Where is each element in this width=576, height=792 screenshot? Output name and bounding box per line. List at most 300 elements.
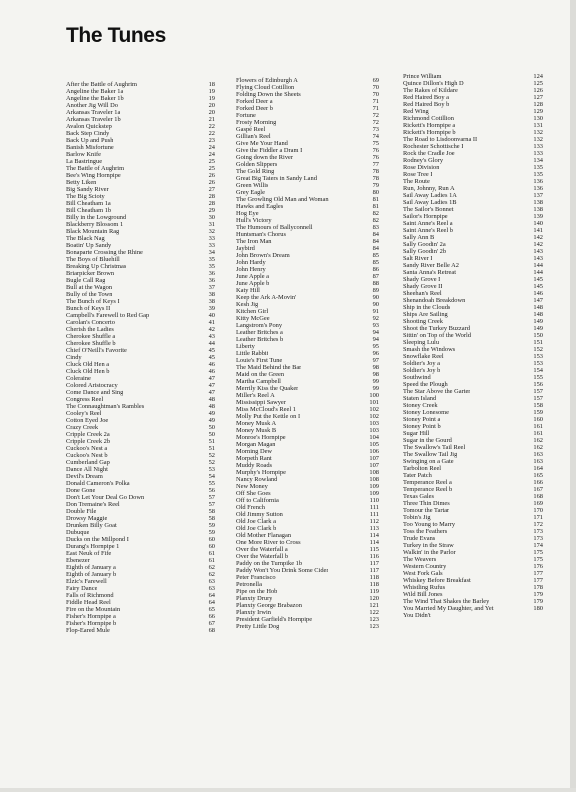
tune-title: The Battle of Aughrim (66, 165, 125, 172)
page-number: 163 (533, 451, 543, 458)
page-number: 51 (208, 438, 215, 445)
page-number: 115 (369, 546, 379, 553)
index-entry (236, 616, 379, 623)
tune-title: Carolan's Concerto (66, 319, 115, 326)
page-number: 96 (372, 350, 379, 357)
page-number: 121 (369, 602, 379, 609)
tune-title: Bull at the Wagon (66, 284, 113, 291)
index-entry (236, 301, 379, 308)
page-number: 47 (208, 382, 215, 389)
page-number: 153 (533, 360, 543, 367)
index-entry (66, 102, 215, 109)
page-number: 165 (533, 472, 543, 479)
page-number: 180 (533, 605, 543, 612)
page-number: 122 (369, 609, 379, 616)
tune-title: Fiddle Head Reel (66, 599, 111, 606)
page-number: 84 (372, 238, 379, 245)
tune-title: Eighth of January a (66, 564, 116, 571)
page-number: 140 (533, 220, 543, 227)
tune-title: Fire on the Mountain (66, 606, 121, 613)
page-number: 62 (208, 564, 215, 571)
page-number: 80 (372, 189, 379, 196)
index-entry (403, 458, 543, 465)
page-number: 83 (372, 224, 379, 231)
index-entry (66, 81, 215, 88)
page-number: 75 (372, 140, 379, 147)
tune-title: Rose Tree I (403, 171, 433, 178)
page-number: 39 (208, 305, 215, 312)
tune-title: Cindy (66, 354, 82, 361)
page-number: 168 (533, 493, 543, 500)
index-entry (236, 539, 379, 546)
page-number: 70 (372, 91, 379, 98)
page-number: 124 (533, 73, 543, 80)
index-entry (403, 514, 543, 521)
index-entry (66, 494, 215, 501)
page-number: 145 (533, 283, 543, 290)
index-entry (236, 455, 379, 462)
page-number: 125 (533, 80, 543, 87)
tune-title: Cluck Old Hen a (66, 361, 110, 368)
page-number: 36 (208, 270, 215, 277)
index-entry (403, 535, 543, 542)
page-number: 153 (533, 353, 543, 360)
index-entry (66, 529, 215, 536)
page-number: 97 (372, 357, 379, 364)
tune-title: Temperance Reel a (403, 479, 452, 486)
page-number: 138 (533, 206, 543, 213)
index-entry (66, 564, 215, 571)
page-number: 45 (208, 354, 215, 361)
index-entry (236, 427, 379, 434)
tune-title: Sugar Hill (403, 430, 430, 437)
tune-title: Sally Ann B (403, 234, 435, 241)
page-number: 157 (533, 395, 543, 402)
index-entry (403, 290, 543, 297)
tune-title: Dance All Night (66, 466, 108, 473)
page-number: 102 (369, 413, 379, 420)
page-number: 101 (369, 399, 379, 406)
tune-title: Louie's First Tune (236, 357, 283, 364)
index-entry (236, 483, 379, 490)
page-number: 69 (372, 77, 379, 84)
page-number: 57 (208, 494, 215, 501)
index-entry (403, 283, 543, 290)
tune-title: The Wind That Shakes the Barley (403, 598, 490, 605)
page-number: 24 (208, 151, 215, 158)
page-number: 162 (533, 444, 543, 451)
page-number: 59 (208, 529, 215, 536)
page-number: 170 (533, 507, 543, 514)
index-entry (236, 623, 379, 630)
tune-title: The Maid Behind the Bar (236, 364, 302, 371)
index-entry (236, 581, 379, 588)
index-entry (66, 179, 215, 186)
index-entry (236, 252, 379, 259)
tune-title: Elzic's Farewell (66, 578, 107, 585)
page-number: 59 (208, 522, 215, 529)
tune-title: Old Mother Flanagan (236, 532, 292, 539)
page-number: 130 (533, 115, 543, 122)
index-entry (403, 185, 543, 192)
tune-title: Kitchen Girl (236, 308, 269, 315)
tune-title: Tomour the Tartar (403, 507, 450, 514)
tune-title: Cherokee Shuffle a (66, 333, 116, 340)
tune-title: After the Battle of Aughrim (66, 81, 137, 88)
index-entry (66, 165, 215, 172)
tune-title: Back Step Cindy (66, 130, 110, 137)
tune-title: Maid on the Green (236, 371, 285, 378)
tune-title: Miller's Reel A (236, 392, 275, 399)
page-number: 28 (208, 200, 215, 207)
tune-title: Off She Goes (236, 490, 271, 497)
index-entry (66, 256, 215, 263)
page-number: 27 (208, 186, 215, 193)
index-entry (66, 550, 215, 557)
page-number: 29 (208, 207, 215, 214)
index-entry (236, 189, 379, 196)
page-number: 107 (369, 462, 379, 469)
page-number: 111 (369, 504, 379, 511)
page-number: 107 (369, 455, 379, 462)
page-number: 45 (208, 347, 215, 354)
page-number: 175 (533, 549, 543, 556)
index-entry (66, 263, 215, 270)
page-number: 82 (372, 210, 379, 217)
page-number: 134 (533, 157, 543, 164)
tune-title: Don't Let Your Deal Go Down (66, 494, 145, 501)
index-entry (403, 241, 543, 248)
tune-title: Arkansas Traveler 1b (66, 116, 121, 123)
index-entry (403, 192, 543, 199)
index-entry (66, 200, 215, 207)
page-number: 145 (533, 276, 543, 283)
index-entry (236, 497, 379, 504)
page-number: 133 (533, 150, 543, 157)
tune-title: Double File (66, 508, 97, 515)
page-number: 171 (533, 514, 543, 521)
index-entry (403, 80, 543, 87)
page-number: 43 (208, 333, 215, 340)
index-entry (236, 231, 379, 238)
tune-title: Betty Liken (66, 179, 97, 186)
tune-title: Cooley's Reel (66, 410, 102, 417)
page-number: 90 (372, 301, 379, 308)
tune-title: Gillian's Reel (236, 133, 271, 140)
index-entry (236, 371, 379, 378)
page-number: 20 (208, 109, 215, 116)
tune-title: Old Joe Clark a (236, 518, 276, 525)
index-column-2 (236, 77, 379, 630)
page-number: 123 (369, 623, 379, 630)
tune-title: Drowsy Maggie (66, 515, 108, 522)
tune-title: Shady Grove I (403, 276, 441, 283)
page-number: 136 (533, 178, 543, 185)
index-entry (403, 500, 543, 507)
page-number: 18 (208, 81, 215, 88)
page-bottom-edge (0, 788, 576, 792)
page-number: 136 (533, 185, 543, 192)
index-entry (66, 501, 215, 508)
page-number: 47 (208, 375, 215, 382)
page-number: 103 (369, 427, 379, 434)
tune-title: Keep the Ark A-Movin' (236, 294, 297, 301)
tune-title: Peter Francisco (236, 574, 276, 581)
tune-title: Paddy on the Turnpike 1b (236, 560, 303, 567)
tune-title: Quince Dillon's High D (403, 80, 464, 87)
page-number: 179 (533, 591, 543, 598)
index-entry (236, 77, 379, 84)
index-entry (403, 507, 543, 514)
page-number: 44 (208, 340, 215, 347)
index-entry (403, 409, 543, 416)
page-number: 166 (533, 479, 543, 486)
tune-title: Give Me Your Hand (236, 140, 288, 147)
index-entry (66, 627, 215, 634)
page-number: 65 (208, 606, 215, 613)
tune-title: The Connaughtman's Rambles (66, 403, 145, 410)
tune-title: Off to California (236, 497, 279, 504)
index-entry (66, 452, 215, 459)
index-entry (236, 294, 379, 301)
index-entry (66, 298, 215, 305)
index-entry (403, 276, 543, 283)
page-number: 163 (533, 458, 543, 465)
tune-title: Swinging on a Gate (403, 458, 454, 465)
index-entry (66, 543, 215, 550)
index-entry (403, 136, 543, 143)
tune-title: The Humours of Ballyconnell (236, 224, 313, 231)
tune-title: Shoot the Turkey Buzzard (403, 325, 470, 332)
tune-title: Grey Eagle (236, 189, 265, 196)
page-number: 99 (372, 378, 379, 385)
page-number: 102 (369, 406, 379, 413)
tune-title: Prince William (403, 73, 442, 80)
page-number: 116 (369, 553, 379, 560)
index-entry (403, 528, 543, 535)
page-number: 131 (533, 122, 543, 129)
page-number: 52 (208, 452, 215, 459)
tune-title: Three Thin Dimes (403, 500, 450, 507)
index-entry (236, 315, 379, 322)
page-number: 158 (533, 402, 543, 409)
tune-title: Sittin' on Top of the World (403, 332, 471, 339)
tune-title: Bee's Wing Hornpipe (66, 172, 121, 179)
page-number: 123 (369, 616, 379, 623)
page-number: 25 (208, 158, 215, 165)
index-entry (236, 504, 379, 511)
page-number: 40 (208, 312, 215, 319)
tune-title: Frosty Morning (236, 119, 277, 126)
page-number: 146 (533, 290, 543, 297)
index-entry (403, 178, 543, 185)
tune-title: The Sailor's Bonnet (403, 206, 454, 213)
index-entry (403, 94, 543, 101)
index-entry (66, 347, 215, 354)
page-number: 78 (372, 175, 379, 182)
tune-title: Cluck Old Hen b (66, 368, 110, 375)
page-number: 150 (533, 332, 543, 339)
index-entry (403, 612, 543, 619)
page-number: 47 (208, 389, 215, 396)
tune-title: Kesh Jig (236, 301, 259, 308)
tune-title: Morpeth Rant (236, 455, 272, 462)
index-entry (236, 140, 379, 147)
page-number: 111 (369, 511, 379, 518)
page-number: 61 (208, 557, 215, 564)
index-entry (66, 123, 215, 130)
tune-title: Sail Away Ladies 1B (403, 199, 457, 206)
index-entry (66, 319, 215, 326)
page-number: 19 (208, 95, 215, 102)
page-number: 141 (533, 227, 543, 234)
tune-title: Planxty Drury (236, 595, 273, 602)
page-number: 86 (372, 266, 379, 273)
tune-title: Santa Anna's Retreat (403, 269, 456, 276)
tune-title: Little Rabbit (236, 350, 269, 357)
index-entry (66, 172, 215, 179)
tune-title: Cripple Creek 2a (66, 431, 110, 438)
tune-title: Billy in the Lowground (66, 214, 127, 221)
page-number: 128 (533, 101, 543, 108)
tune-title: Green Willis (236, 182, 269, 189)
index-entry (236, 490, 379, 497)
page-number: 94 (372, 329, 379, 336)
tune-title: John Brown's Dream (236, 252, 290, 259)
page-number: 78 (372, 168, 379, 175)
page-number: 35 (208, 263, 215, 270)
page-number: 90 (372, 294, 379, 301)
page-number: 62 (208, 571, 215, 578)
index-entry (403, 472, 543, 479)
index-entry (403, 374, 543, 381)
tune-title: Hawks and Eagles (236, 203, 284, 210)
page-number: 154 (533, 367, 543, 374)
page-number: 61 (208, 550, 215, 557)
tune-title: Cuckoo's Nest b (66, 452, 108, 459)
page-number: 68 (208, 627, 215, 634)
index-entry (236, 245, 379, 252)
index-entry (403, 584, 543, 591)
tune-title: Briarpicker Brown (66, 270, 115, 277)
tune-title: Planxty Irwin (236, 609, 271, 616)
tune-title: Barlow Knife (66, 151, 101, 158)
page-number: 93 (372, 322, 379, 329)
index-entry (236, 602, 379, 609)
index-entry (236, 308, 379, 315)
tune-title: Arkansas Traveler 1a (66, 109, 121, 116)
tune-title: Speed the Plough (403, 381, 448, 388)
tune-title: Cripple Creek 2b (66, 438, 111, 445)
tune-title: Chief O'Neill's Favorite (66, 347, 127, 354)
index-entry (66, 382, 215, 389)
page-number: 109 (369, 483, 379, 490)
page-number: 58 (208, 508, 215, 515)
page-number: 87 (372, 273, 379, 280)
tune-title: Colored Aristocracy (66, 382, 118, 389)
index-entry (66, 403, 215, 410)
index-entry (66, 480, 215, 487)
tune-title: Katy Hill (236, 287, 260, 294)
tune-title: Too Young to Marry (403, 521, 456, 528)
page-number: 63 (208, 585, 215, 592)
index-entry (66, 144, 215, 151)
index-entry (403, 444, 543, 451)
page-number: 64 (208, 592, 215, 599)
page-number: 129 (533, 108, 543, 115)
page-number: 54 (208, 473, 215, 480)
page-number: 31 (208, 221, 215, 228)
page-number: 172 (533, 521, 543, 528)
index-entry (66, 431, 215, 438)
tune-title: Sally Goodin' 2a (403, 241, 446, 248)
tune-title: You Didn't (403, 612, 431, 619)
page-number: 48 (208, 403, 215, 410)
page-number: 148 (533, 304, 543, 311)
tune-title: June Apple a (236, 273, 270, 280)
page-number: 126 (533, 87, 543, 94)
tune-title: Rickett's Hornpipe a (403, 122, 456, 129)
page-number: 177 (533, 577, 543, 584)
index-entry (66, 445, 215, 452)
tune-title: John Hardy (236, 259, 266, 266)
index-entry (66, 571, 215, 578)
tune-title: Pretty Little Dog (236, 623, 280, 630)
tune-title: Whiskey Before Breakfast (403, 577, 471, 584)
tune-title: Rock the Cradle Joe (403, 150, 455, 157)
index-entry (236, 224, 379, 231)
tune-title: Rochester Schottische I (403, 143, 464, 150)
page-number: 117 (369, 567, 379, 574)
page-number: 60 (208, 536, 215, 543)
page-number: 28 (208, 193, 215, 200)
index-entry (236, 525, 379, 532)
page-number: 127 (533, 94, 543, 101)
tune-title: The Boys of Bluehill (66, 256, 120, 263)
index-entry (66, 361, 215, 368)
tune-title: Bonaparte Crossing the Rhine (66, 249, 143, 256)
index-entry (236, 84, 379, 91)
page-number: 22 (208, 130, 215, 137)
tune-title: The Gold Ring (236, 168, 275, 175)
page-number: 85 (372, 252, 379, 259)
index-entry (66, 536, 215, 543)
index-entry (66, 417, 215, 424)
page-number: 48 (208, 396, 215, 403)
index-entry (236, 595, 379, 602)
tune-title: Huntsman's Chorus (236, 231, 286, 238)
index-entry (236, 553, 379, 560)
tune-title: John Henry (236, 266, 266, 273)
tune-title: Black Mountain Rag (66, 228, 120, 235)
index-entry (236, 413, 379, 420)
index-entry (236, 469, 379, 476)
page-number: 161 (533, 423, 543, 430)
tune-title: Molly Put the Kettle on I (236, 413, 301, 420)
index-entry (236, 406, 379, 413)
index-entry (236, 567, 379, 574)
index-entry (66, 389, 215, 396)
page-number: 103 (369, 420, 379, 427)
page-number: 161 (533, 430, 543, 437)
tune-title: Shady Grove II (403, 283, 443, 290)
index-entry (66, 522, 215, 529)
tune-title: Bunch of Keys II (66, 305, 111, 312)
index-entry (66, 130, 215, 137)
page-number: 42 (208, 326, 215, 333)
index-entry (66, 284, 215, 291)
tune-title: Temperance Reel b (403, 486, 453, 493)
